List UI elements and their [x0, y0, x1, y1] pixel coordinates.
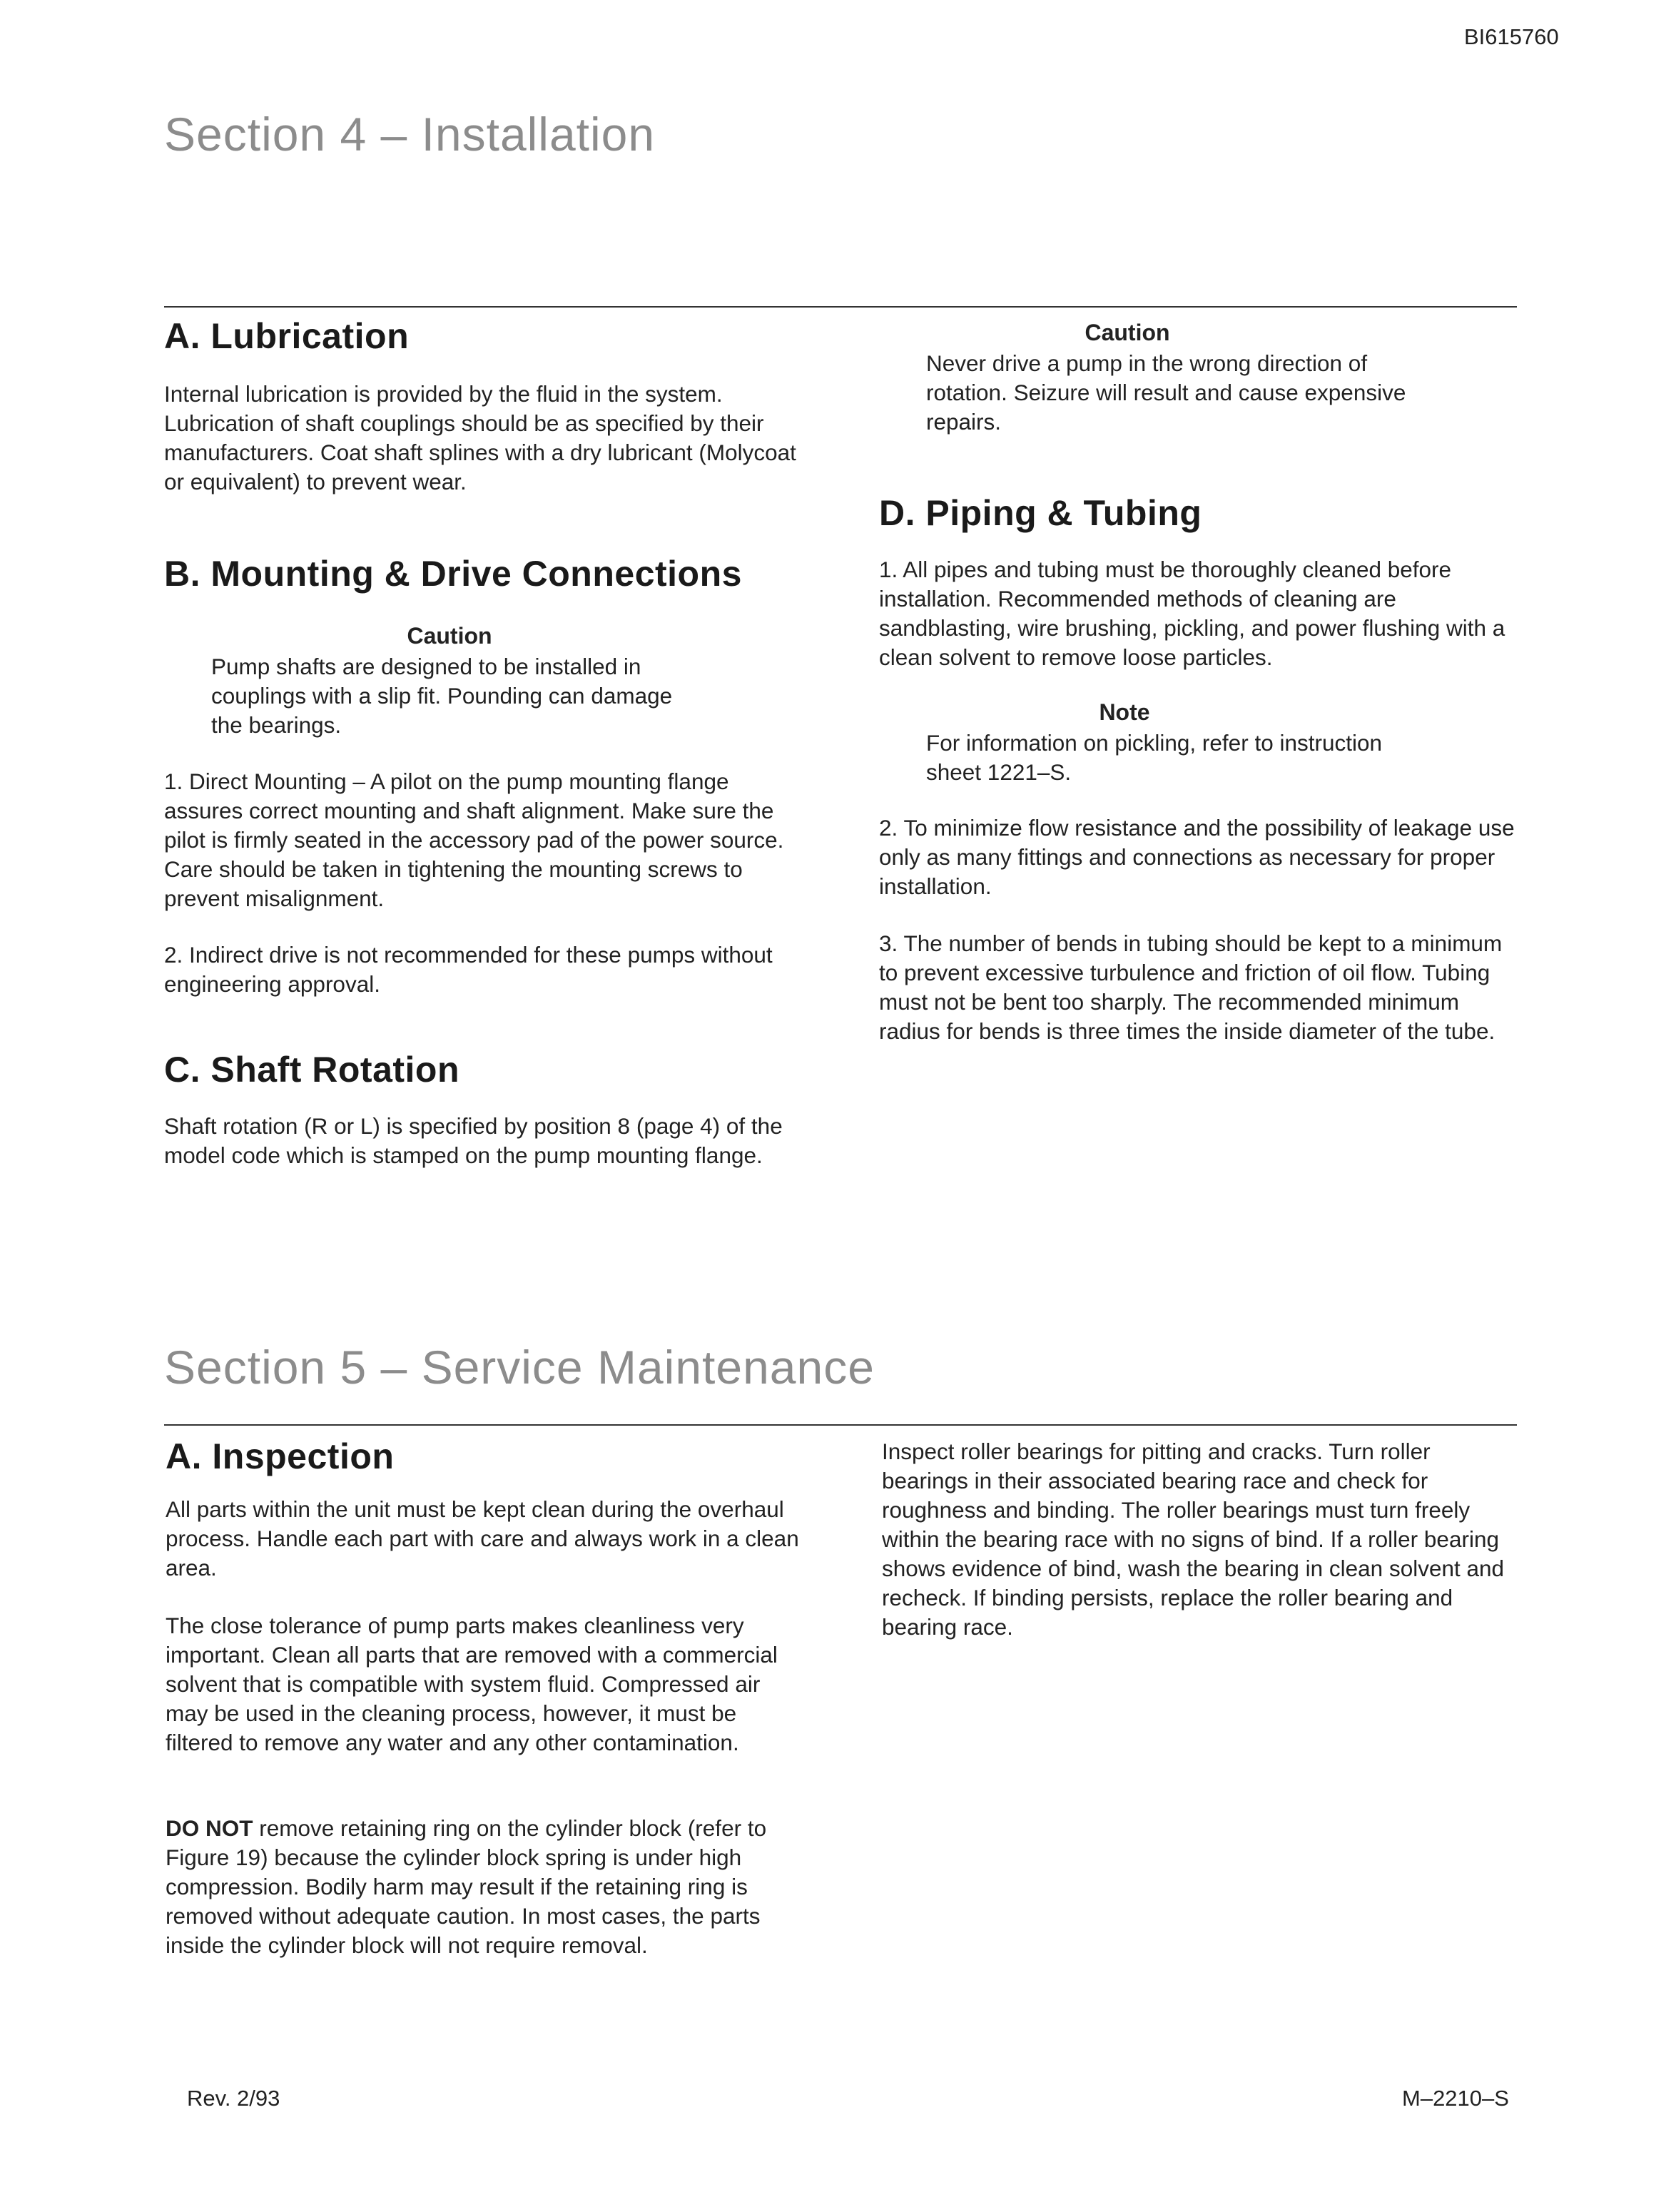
piping-note-body: For information on pickling, refer to instruction sheet 1221–S. — [926, 730, 1383, 785]
document-id: BI615760 — [1464, 24, 1559, 49]
mounting-caution-body: Pump shafts are designed to be installed in couplings with a slip fit. Pounding can damage the bearings. — [211, 654, 673, 738]
inspection-heading: A. Inspection — [166, 1436, 395, 1476]
inspection-paragraph-2: The close tolerance of pump parts makes cleanliness very important. Clean all parts that are removed with a commercial solvent that is compatible with system fluid. Compressed air may be used in the cleaning process, however, it must be filtered to remove any water and any other contamination. — [166, 1613, 778, 1755]
piping-item-2: 2. To minimize flow resistance and the possibility of leakage use only as many fittings and connections as necessary for proper installation. — [879, 815, 1515, 899]
section-4-title: Section 4 – Installation — [164, 108, 656, 161]
lubrication-body: Internal lubrication is provided by the fluid in the system. Lubrication of shaft couplings should be as specified by their manufacturers. Coat shaft splines with a dry lubricant (Molycoat or equivalent) to prevent wear. — [164, 381, 796, 494]
lubrication-heading: A. Lubrication — [164, 316, 410, 356]
inspection-paragraph-3-text: remove retaining ring on the cylinder block (refer to Figure 19) because the cylinder block spring is under high compression. Bodily harm may result if the retaining ring is removed without adequate caution. In most cases, the parts inside the cylinder block will not require removal. — [166, 1815, 767, 1958]
piping-item-1: 1. All pipes and tubing must be thoroughly cleaned before installation. Recommended methods of cleaning are sandblasting, wire brushing, pickling, and power flushing with a clean solvent to remove loose particles. — [879, 557, 1505, 670]
section-5-title: Section 5 – Service Maintenance — [164, 1341, 875, 1394]
do-not-emphasis: DO NOT — [166, 1815, 253, 1841]
piping-heading: D. Piping & Tubing — [879, 493, 1202, 533]
inspection-paragraph-3 — [166, 1814, 822, 1960]
section-4-divider — [164, 306, 1517, 308]
shaft-rotation-heading: C. Shaft Rotation — [164, 1050, 460, 1090]
piping-item-3: 3. The number of bends in tubing should be kept to a minimum to prevent excessive turbulence and friction of oil flow. Tubing must not be bent too sharply. The recommended minimum radius for bends is three times the inside diameter of the tube. — [879, 930, 1503, 1044]
document-number: M–2210–S — [1402, 2086, 1509, 2111]
mounting-item-1: 1. Direct Mounting – A pilot on the pump mounting flange assures correct mounting and shaft alignment. Make sure the pilot is firmly seated in the accessory pad of the power source. Care should be taken in tightening the mounting screws to prevent misalignment. — [164, 768, 784, 911]
mounting-caution-title: Caution — [407, 623, 492, 649]
section-5-divider — [164, 1424, 1517, 1426]
inspection-paragraph-4: Inspect roller bearings for pitting and cracks. Turn roller bearings in their associated bearing race and check for roughness and binding. The roller bearings must turn freely within the bearing race with no signs of bind. If a roller bearing shows evidence of bind, wash the bearing in clean solvent and recheck. If binding persists, replace the roller bearing and bearing race. — [882, 1439, 1505, 1640]
shaft-rotation-body: Shaft rotation (R or L) is specified by position 8 (page 4) of the model code which is stamped on the pump mounting flange. — [164, 1113, 783, 1168]
mounting-item-2: 2. Indirect drive is not recommended for these pumps without engineering approval. — [164, 942, 773, 997]
piping-note-title: Note — [1099, 699, 1150, 725]
mounting-heading: B. Mounting & Drive Connections — [164, 554, 742, 594]
revision-label: Rev. 2/93 — [187, 2086, 280, 2111]
rotation-caution-body: Never drive a pump in the wrong direction of rotation. Seizure will result and cause expensive repairs. — [926, 350, 1406, 435]
rotation-caution-title: Caution — [1085, 320, 1170, 345]
inspection-paragraph-1: All parts within the unit must be kept clean during the overhaul process. Handle each part with care and always work in a clean area. — [166, 1496, 799, 1581]
